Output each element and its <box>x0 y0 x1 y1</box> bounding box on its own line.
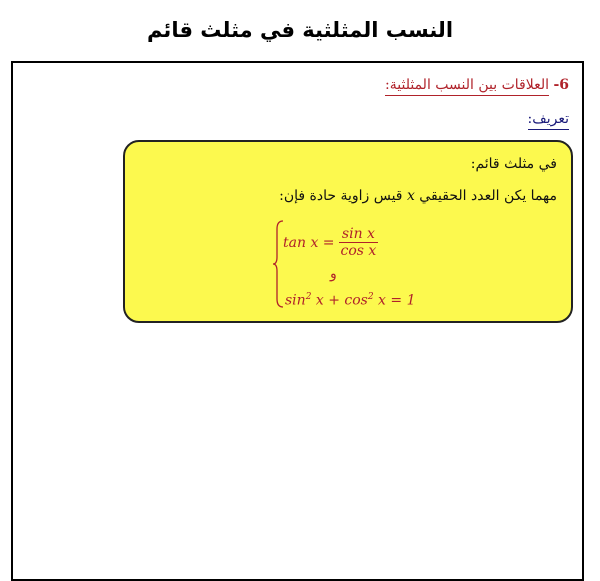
definition-label: تعريف: <box>528 111 569 130</box>
definition-box <box>123 140 573 323</box>
variable-x: x <box>406 188 415 204</box>
equation-pythagorean <box>285 292 415 309</box>
content-frame <box>11 61 584 581</box>
fraction-numerator: sin x <box>341 226 375 242</box>
fraction <box>339 226 379 259</box>
definition-line-1: في مثلث قائم: <box>470 156 557 172</box>
equation-tan-lhs: tan x = <box>283 234 335 251</box>
definition-line-2-start: مهما يكن العدد الحقيقي <box>419 188 557 204</box>
section-heading <box>385 77 569 93</box>
eq2-sin: sin <box>285 292 306 309</box>
conjunction: و <box>330 266 337 282</box>
section-number: 6- <box>553 77 569 93</box>
definition-line-2 <box>279 188 557 204</box>
eq2-cos-exponent: 2 <box>367 292 374 302</box>
eq2-middle: x + cos <box>311 292 368 309</box>
eq2-sin-exponent: 2 <box>305 292 312 302</box>
equation-tan <box>283 226 378 259</box>
page-title: النسب المثلثية في مثلث قائم <box>146 18 454 42</box>
fraction-denominator: cos x <box>340 243 377 259</box>
eq2-rest: x = 1 <box>373 292 416 309</box>
definition-line-2-end: قيس زاوية حادة فإن: <box>279 188 403 204</box>
section-title: العلاقات بين النسب المثلثية: <box>385 77 549 96</box>
